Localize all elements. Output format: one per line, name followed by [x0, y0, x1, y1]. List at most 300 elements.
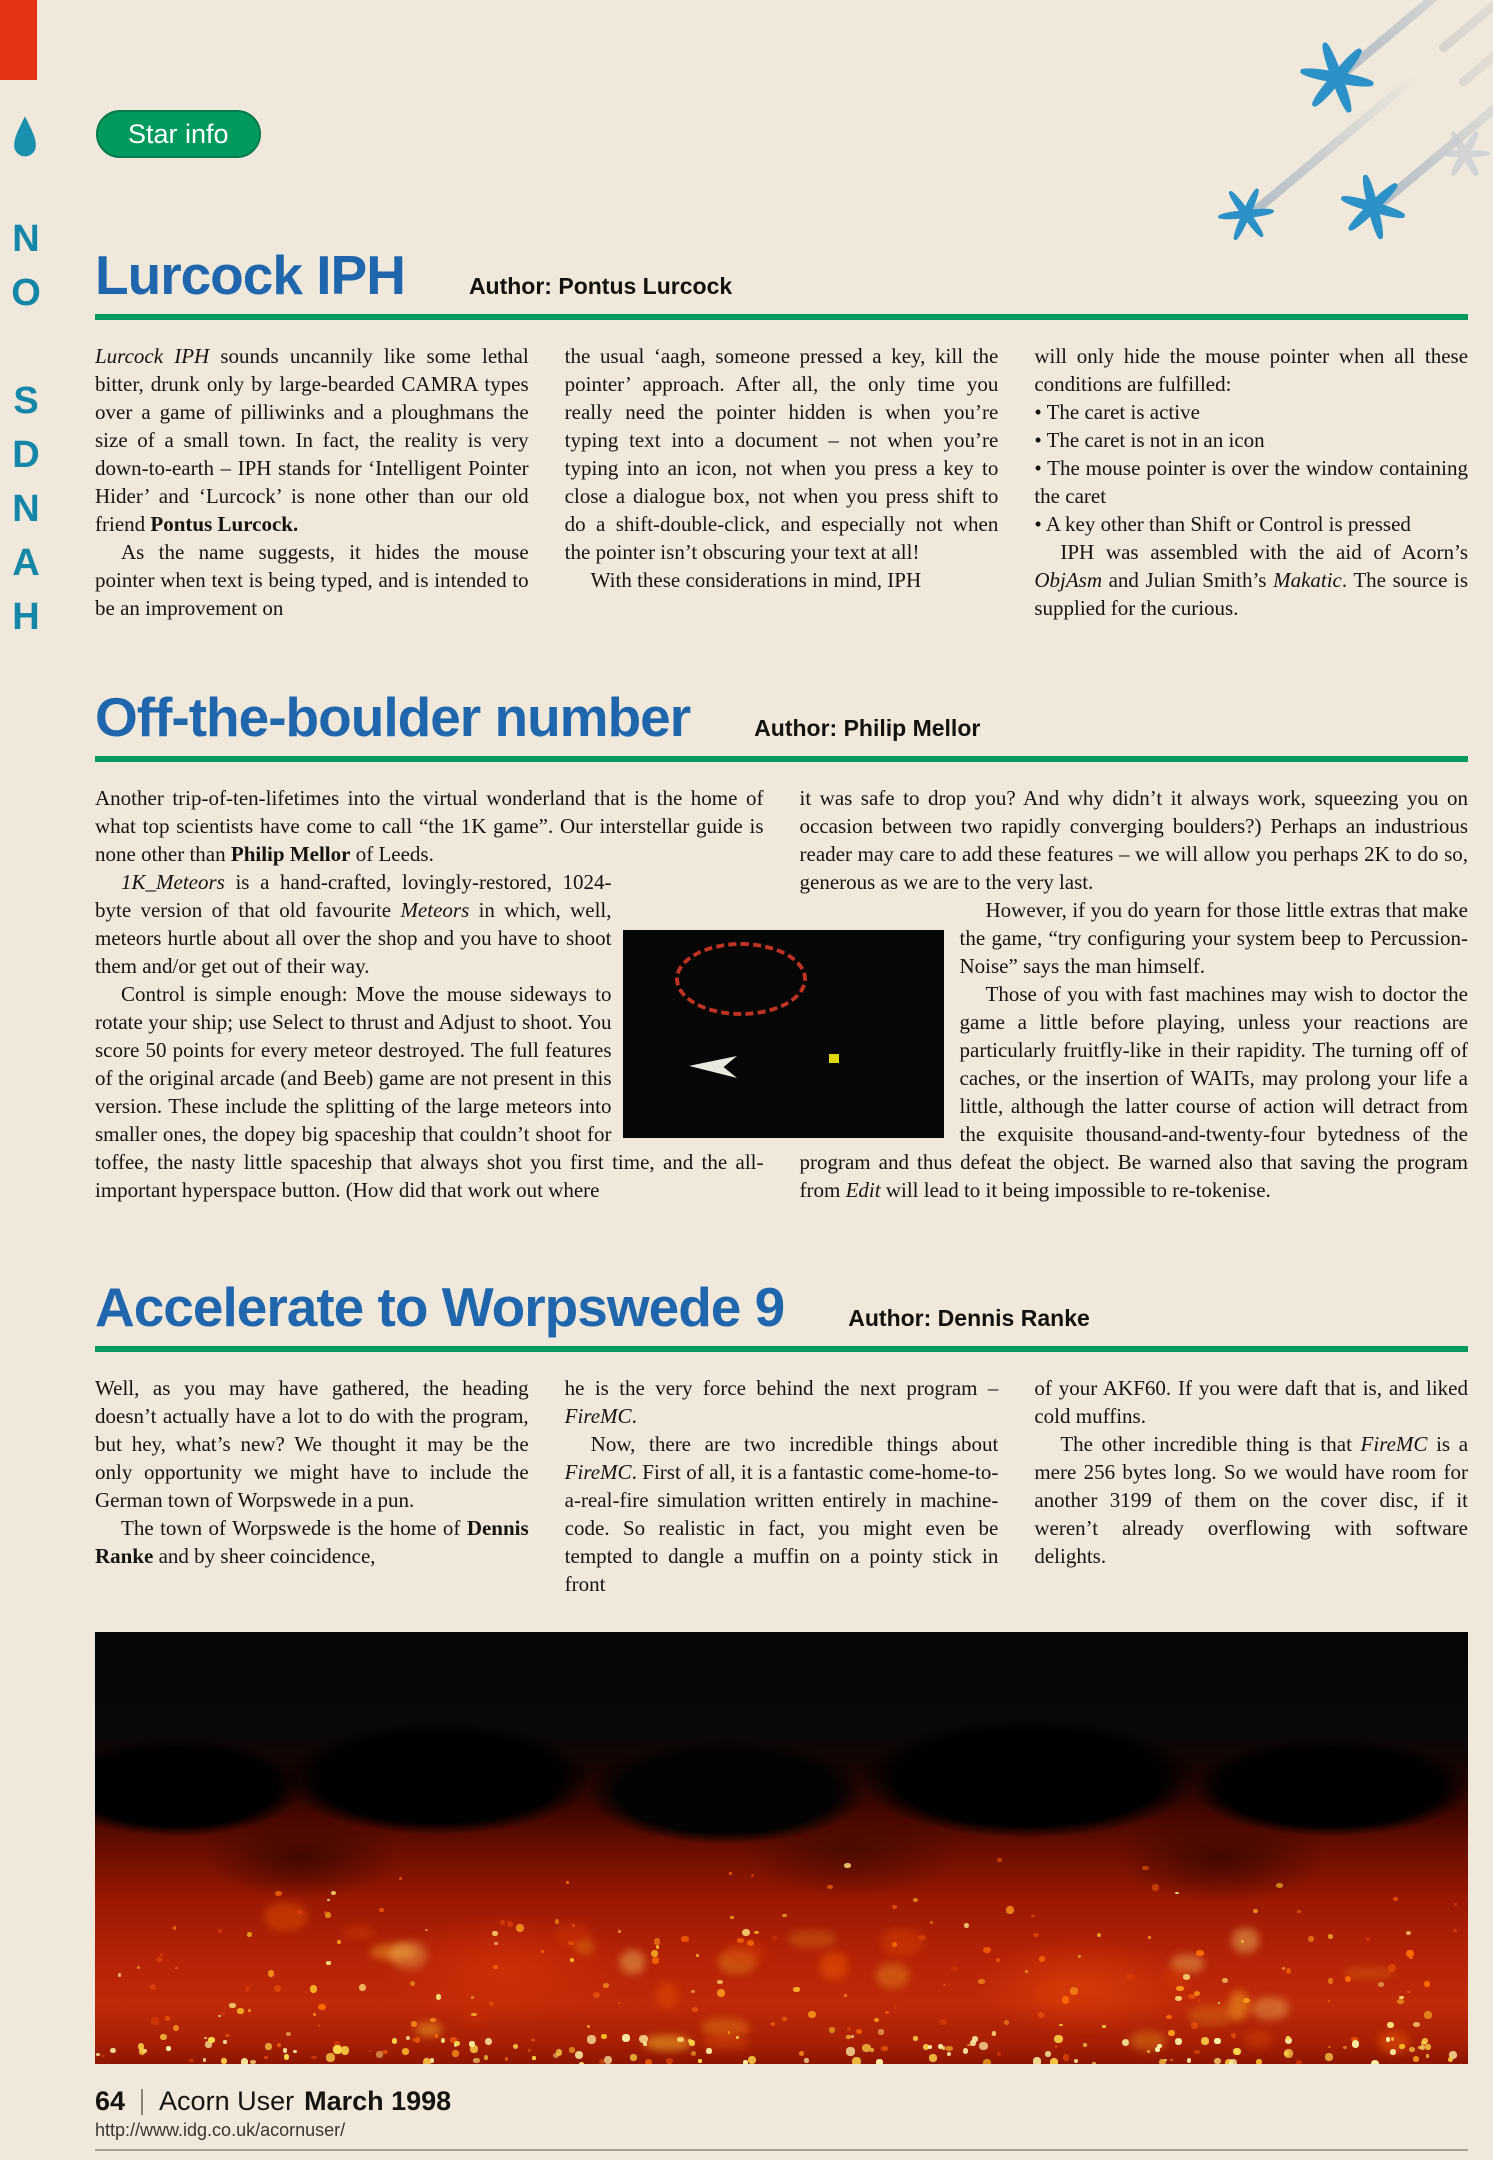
fire-speckle — [930, 1921, 933, 1924]
fire-speckle — [1176, 1986, 1184, 1991]
fire-speckle — [874, 2018, 879, 2023]
text-segment: • The caret is not in an icon — [1034, 428, 1265, 452]
text-segment: IPH was assembled with the aid of Acorn’s — [1060, 540, 1469, 564]
fire-speckle — [1308, 1936, 1314, 1942]
text-segment: With these considerations in mind, IPH — [590, 568, 922, 592]
fire-speckle — [471, 1996, 474, 1999]
article-columns — [95, 1374, 1468, 1598]
fire-speckle — [1407, 1991, 1411, 1994]
fire-speckle — [820, 1952, 849, 1980]
fire-speckle — [1399, 2044, 1404, 2049]
article-off-the-boulder — [95, 688, 1468, 1204]
fire-speckle — [947, 2052, 951, 2056]
fire-speckle — [1397, 1999, 1403, 2005]
fire-speckle — [531, 2039, 535, 2042]
star-icon — [1294, 34, 1380, 120]
fire-speckle — [1233, 2048, 1240, 2055]
fire-speckle — [1166, 2015, 1172, 2019]
text-segment: Lurcock IPH — [95, 344, 210, 368]
player-ship — [689, 1056, 737, 1078]
fire-speckle — [601, 2034, 606, 2039]
paragraph — [565, 342, 999, 566]
game-screenshot — [623, 930, 944, 1138]
fire-speckle — [204, 2037, 207, 2040]
fire-speckle — [245, 1986, 250, 1992]
fire-speckle — [1388, 1964, 1396, 1972]
fire-speckle — [286, 2032, 291, 2036]
fire-speckle — [1045, 2051, 1051, 2057]
text-segment: Another trip-of-ten-lifetimes into the virtual wonderland that is the home of what top scientists have come to call “the 1K game”. Our interstellar guide is none other than — [95, 786, 764, 866]
text-segment: However, if you do yearn for those little extras that make the game, “try configuring your system beep to Percussion-Noise” says the man himself. — [959, 898, 1468, 978]
fire-speckle — [1424, 2011, 1432, 2018]
fire-speckle — [963, 2048, 969, 2054]
article-columns — [95, 784, 1468, 1204]
fire-speckle — [1168, 2030, 1175, 2037]
fire-speckle — [717, 1980, 723, 1984]
fire-speckle — [892, 1942, 897, 1947]
paragraph — [565, 1430, 999, 1598]
fire-speckle — [1387, 2022, 1394, 2029]
fire-speckle — [1025, 1970, 1028, 1973]
fire-speckle — [876, 2059, 882, 2064]
text-segment: . The source is supplied for the curious. — [1034, 568, 1469, 620]
fire-speckle — [484, 2055, 488, 2059]
paragraph — [95, 342, 529, 538]
fire-speckle — [892, 1905, 897, 1909]
paragraph — [1034, 398, 1468, 426]
fire-speckle — [698, 2059, 702, 2063]
heading-row — [95, 246, 1468, 304]
fire-speckle — [1328, 1978, 1333, 1983]
text-segment: Well, as you may have gathered, the heading doesn’t actually have a lot to do with the program, but hey, what’s new? We thought it may be the only opportunity we might have to include the German town of Worpswede in a pun. — [95, 1376, 529, 1512]
fire-speckle — [265, 2043, 272, 2050]
fire-speckle — [151, 2017, 159, 2025]
fire-speckle — [344, 1925, 375, 1938]
article-lurcock-iph — [95, 246, 1468, 622]
fire-speckle — [507, 1921, 513, 1927]
fire-speckle — [743, 2029, 747, 2032]
fire-speckle — [1378, 1982, 1385, 1987]
fire-speckle — [1159, 2059, 1165, 2064]
fire-speckle — [643, 2042, 647, 2046]
fire-speckle — [1343, 2046, 1347, 2049]
fire-speckle — [1425, 2044, 1431, 2050]
fire-speckle — [318, 2004, 326, 2011]
fire-speckle — [402, 2048, 409, 2054]
fire-speckle — [587, 2025, 590, 2028]
fire-speckle — [331, 1891, 336, 1895]
page-footer — [95, 2086, 1468, 2151]
fire-speckle — [516, 1924, 524, 1932]
fire-speckle — [1097, 1933, 1101, 1937]
fire-speckle — [156, 1957, 164, 1962]
fire-speckle — [494, 1942, 498, 1945]
fire-speckle — [293, 2050, 297, 2054]
fire-speckle — [541, 1950, 544, 1952]
fire-speckle — [165, 2016, 170, 2021]
fire-speckle — [1232, 1928, 1259, 1953]
fire-speckle — [569, 2047, 575, 2053]
fire-speckle — [237, 2008, 244, 2014]
paragraph — [95, 784, 764, 868]
fire-speckle — [651, 1950, 659, 1957]
fire-speckle — [311, 2056, 317, 2060]
fire-speckle — [96, 2053, 99, 2056]
fire-speckle — [1406, 1931, 1412, 1935]
fire-speckle — [666, 2058, 674, 2064]
hands-on-icon — [12, 116, 38, 160]
fire-speckle — [782, 2017, 786, 2022]
fire-speckle — [1175, 1892, 1179, 1894]
fire-speckle — [208, 2037, 214, 2043]
fire-speckle — [1126, 1974, 1134, 1980]
fire-speckle — [1122, 2039, 1130, 2047]
fire-speckle — [1152, 1884, 1159, 1891]
fire-speckle — [1284, 2049, 1293, 2058]
star-icon — [1215, 183, 1277, 245]
text-segment: in which, well, meteors hurtle about all over the shop and you have to shoot them and/or get out of their way. — [95, 898, 612, 978]
fire-speckle — [1276, 1883, 1283, 1888]
fire-speckle — [862, 2044, 871, 2053]
fire-speckle — [1142, 1866, 1148, 1871]
fire-speckle — [1063, 2054, 1069, 2060]
fire-speckle — [893, 2005, 897, 2008]
fire-speckle — [277, 2043, 282, 2047]
text-segment: Edit — [845, 1178, 881, 1202]
fire-speckle — [1453, 1929, 1457, 1932]
text-segment: . — [631, 1404, 637, 1428]
fire-speckle — [500, 1920, 505, 1925]
fire-speckle — [1243, 1998, 1251, 2003]
fire-speckle — [856, 2029, 862, 2034]
fire-speckle — [1183, 1974, 1191, 1979]
corner-mark — [0, 0, 37, 80]
fire-speckle — [1187, 2058, 1191, 2062]
fire-speckle — [1296, 2060, 1302, 2064]
fire-speckle — [1252, 1997, 1289, 2020]
fire-speckle — [618, 2002, 621, 2004]
text-column — [565, 1374, 999, 1598]
fire-speckle — [1229, 2059, 1237, 2064]
section-rule — [95, 1346, 1468, 1352]
fire-speckle — [435, 2034, 439, 2038]
footer-url-row — [95, 2120, 1468, 2151]
fire-speckle — [1148, 1936, 1151, 1938]
fire-speckle — [604, 2056, 612, 2064]
fire-speckle — [1033, 1933, 1038, 1937]
paragraph — [95, 1374, 529, 1514]
fire-speckle — [173, 1926, 176, 1929]
fire-speckle — [454, 2044, 458, 2048]
fire-speckle — [983, 2059, 991, 2064]
fire-speckle — [203, 2058, 206, 2061]
fire-speckle — [630, 2054, 637, 2061]
article-author: Author: Philip Mellor — [754, 715, 981, 741]
fire-speckle — [575, 2051, 583, 2059]
fire-speckle — [652, 1957, 659, 1964]
fire-speckle — [297, 1910, 302, 1913]
fire-speckle — [1033, 2057, 1041, 2064]
fire-speckle — [1256, 2059, 1262, 2064]
text-segment: • The caret is active — [1034, 400, 1200, 424]
fire-speckle — [681, 1936, 689, 1942]
fire-speckle — [913, 1898, 918, 1902]
fire-speckle — [268, 1970, 274, 1977]
text-segment: the usual ‘aagh, someone pressed a key, kill the pointer’ approach. After all, the only time you really need the pointer hidden is when you’re typing text into a document – not when you’re typing into an icon, not when you press a key to close a dialogue box, not when you press shift to do a shift-double-click, and especially not when the pointer isn’t obscuring your text at all! — [564, 344, 999, 564]
paragraph — [1034, 510, 1468, 538]
text-segment: of Leeds. — [350, 842, 434, 866]
fire-speckle — [929, 2054, 936, 2061]
text-segment: ObjAsm — [1034, 568, 1103, 592]
section-label: NO SDNAH — [5, 218, 47, 650]
fire-speckle — [369, 2050, 372, 2052]
fire-speckle — [1191, 2022, 1198, 2029]
fire-speckle — [382, 2050, 388, 2054]
fire-speckle — [1345, 1976, 1351, 1982]
fire-speckle — [528, 2049, 531, 2052]
fire-speckle — [1070, 1987, 1078, 1994]
text-column — [95, 1374, 529, 1598]
fire-speckle — [1102, 2025, 1106, 2028]
fire-speckle — [730, 1916, 733, 1919]
fire-speckle — [724, 1941, 767, 1964]
text-segment: and by sheer coincidence, — [153, 1544, 376, 1568]
fire-speckle — [852, 2057, 861, 2064]
fire-speckle — [997, 2052, 1000, 2056]
fire-speckle — [218, 2015, 222, 2018]
fire-speckle — [410, 1981, 415, 1986]
fire-speckle — [1083, 2043, 1087, 2047]
fire-speckle — [313, 2013, 316, 2016]
article-author: Author: Pontus Lurcock — [468, 273, 733, 299]
heading-row — [95, 1278, 1468, 1336]
fire-speckle — [793, 1987, 800, 1992]
fire-speckle — [1039, 1956, 1045, 1961]
fire-speckle — [747, 1940, 754, 1947]
text-segment: is a mere 256 bytes long. So we would have room for another 3199 of them on the cover disc, if it weren’t already overflowing with software delights. — [1034, 1432, 1469, 1568]
fire-speckle — [1390, 2049, 1396, 2055]
fire-speckle — [415, 2037, 420, 2042]
paragraph — [565, 1374, 999, 1430]
paragraph — [1034, 1430, 1468, 1570]
fire-speckle — [379, 1908, 384, 1912]
text-segment: The town of Worpswede is the home of — [121, 1516, 467, 1540]
fire-speckle — [951, 1966, 958, 1972]
fire-speckle — [1196, 1950, 1203, 1956]
fire-speckle — [1214, 2058, 1220, 2064]
fire-speckle — [772, 1936, 777, 1941]
fire-speckle — [1328, 2000, 1331, 2003]
fire-speckle — [808, 2011, 816, 2019]
text-segment: The other incredible thing is that — [1060, 1432, 1361, 1456]
fire-speckle — [587, 2035, 596, 2044]
fire-speckle — [326, 2053, 335, 2062]
fire-speckle — [943, 1984, 946, 1986]
fire-speckle — [1078, 1955, 1081, 1958]
fire-speckle — [1004, 2020, 1010, 2025]
paragraph — [1034, 538, 1468, 622]
fire-speckle — [110, 2048, 116, 2054]
fire-speckle — [1231, 2033, 1236, 2038]
fire-speckle — [173, 2025, 180, 2031]
fire-speckle — [470, 2045, 478, 2053]
fire-speckle — [310, 1985, 317, 1992]
fire-speckle — [555, 1919, 560, 1924]
fire-speckle — [1074, 2059, 1078, 2063]
fire-speckle — [1286, 2036, 1290, 2040]
fire-speckle — [1391, 2037, 1395, 2041]
fire-speckle — [788, 1930, 836, 1948]
page-number: 64 — [95, 2086, 126, 2116]
fire-speckle — [1059, 2024, 1063, 2027]
fire-speckle — [568, 1941, 574, 1945]
fire-speckle — [878, 2029, 883, 2034]
paragraph — [1034, 426, 1468, 454]
fire-speckle — [1194, 2050, 1200, 2053]
fire-speckle — [513, 2044, 519, 2050]
fire-speckle — [337, 1940, 342, 1944]
text-segment: Now, there are two incredible things about — [590, 1432, 999, 1456]
fire-speckle — [570, 1958, 574, 1962]
fire-speckle — [264, 2056, 268, 2059]
heading-row — [95, 688, 1468, 746]
comet-streak-icon — [1437, 0, 1493, 54]
paragraph — [1034, 342, 1468, 398]
fire-speckle — [1130, 2031, 1166, 2051]
fire-speckle — [656, 1945, 659, 1948]
text-segment: 1K_Meteors — [121, 870, 225, 894]
fire-speckle — [493, 1965, 498, 1970]
fire-speckle — [1092, 2062, 1096, 2064]
text-segment: • The mouse pointer is over the window containing the caret — [1034, 456, 1469, 508]
fire-speckle — [485, 2038, 492, 2045]
fire-speckle — [425, 1929, 428, 1931]
fire-speckle — [1038, 2012, 1045, 2018]
fire-speckle — [782, 1914, 786, 1917]
paragraph — [95, 538, 529, 622]
fire-speckle — [844, 1994, 847, 1996]
fire-speckle — [742, 1929, 750, 1936]
fire-speckle — [771, 2022, 775, 2026]
fire-speckle — [392, 2038, 398, 2044]
fire-speckle — [318, 2024, 321, 2026]
fire-speckle — [918, 1935, 926, 1940]
fire-speckle — [218, 1929, 222, 1933]
fire-speckle — [1218, 2002, 1221, 2004]
fire-speckle — [876, 1963, 908, 1988]
text-segment: . First of all, it is a fantastic come-home-to-a-real-fire simulation written entirely in machine-code. So realistic in fact, you might even be tempted to dangle a muffin on a pointy stick in front — [564, 1460, 999, 1596]
fire-speckle — [1409, 2047, 1415, 2053]
fire-speckle — [979, 2042, 987, 2050]
fire-speckle — [221, 2012, 225, 2016]
fire-speckle — [1352, 2040, 1360, 2048]
fire-speckle — [575, 1940, 595, 1954]
fire-speckle — [654, 1938, 660, 1944]
fire-speckle — [118, 1973, 121, 1976]
paragraph — [95, 1514, 529, 1570]
fire-speckle — [656, 1982, 678, 2009]
fire-speckle — [603, 1983, 609, 1988]
fire-speckle — [390, 1941, 427, 1968]
fire-speckle — [1328, 1934, 1333, 1939]
footer-row — [95, 2086, 1468, 2117]
fire-speckle — [691, 2051, 697, 2056]
fire-speckle — [885, 2011, 889, 2014]
fire-speckle — [1366, 1937, 1369, 1941]
fire-speckle — [284, 2054, 289, 2059]
text-segment: Control is simple enough: Move the mouse sideways to rotate your ship; use Select to thrust and Adjust to shoot. You score 50 points for every meteor destroyed. The full features of the original arcade (and Beeb) game are not present in this version. These include the splitting of the large meteors into smaller ones, the dopey big spaceship that couldn’t shoot for toffee, the nasty little spaceship that always shot you first time, and the all-important hyperspace button. (How did that work out where — [95, 982, 764, 1202]
fire-speckle — [940, 2019, 946, 2026]
magazine-name: Acorn User — [159, 2086, 295, 2116]
fire-speckle — [1147, 2050, 1150, 2053]
fire-speckle — [1241, 1940, 1244, 1942]
fire-speckle — [489, 2001, 494, 2006]
fire-speckle — [1424, 1981, 1429, 1987]
text-segment: FireMC — [564, 1404, 632, 1428]
fire-speckle — [992, 2031, 997, 2036]
fire-speckle — [1413, 2056, 1419, 2062]
fire-speckle — [139, 2048, 146, 2055]
fire-speckle — [1188, 1994, 1196, 1999]
fire-image — [95, 1632, 1468, 2064]
fire-speckle — [359, 1984, 366, 1991]
fire-speckle — [341, 2046, 350, 2055]
fire-speckle — [160, 2034, 166, 2040]
fire-speckle — [1031, 1915, 1034, 1917]
star-icon — [1440, 128, 1490, 178]
fire-speckle — [264, 1902, 307, 1930]
fire-speckle — [221, 2058, 227, 2064]
fire-speckle — [622, 2034, 630, 2042]
fire-speckle — [851, 2035, 854, 2038]
fire-speckle — [283, 2048, 288, 2053]
fire-speckle — [1413, 2022, 1421, 2027]
fire-speckle — [620, 1950, 645, 1975]
fire-speckle — [492, 1931, 498, 1936]
text-segment: will lead to it being impossible to re-tokenise. — [880, 1178, 1271, 1202]
fire-speckle — [706, 2048, 712, 2054]
fire-speckle — [566, 1881, 569, 1884]
fire-speckle — [972, 2036, 978, 2042]
fire-speckle — [532, 2056, 535, 2059]
fire-speckle — [827, 1885, 833, 1889]
fire-speckle — [644, 2035, 691, 2051]
fire-speckle — [1006, 1906, 1014, 1914]
fire-speckle — [1175, 2038, 1182, 2045]
fire-speckle — [441, 2038, 446, 2043]
fire-speckle — [645, 2059, 652, 2064]
fire-speckle — [913, 2036, 918, 2041]
fire-speckle — [250, 2060, 256, 2064]
fire-speckle — [748, 2056, 756, 2064]
section-rule — [95, 314, 1468, 320]
fire-speckle — [983, 1947, 990, 1954]
fire-speckle — [241, 2058, 248, 2064]
star-info-badge — [96, 110, 261, 158]
fire-speckle — [1409, 1957, 1412, 1959]
text-segment: As the name suggests, it hides the mouse pointer when text is being typed, and is intended to be an improvement on — [95, 540, 529, 620]
fire-speckle — [1328, 2046, 1331, 2048]
fire-speckle — [1222, 1978, 1228, 1983]
fire-speckle — [229, 2003, 236, 2008]
bullet-dot — [829, 1054, 839, 1063]
section-rule — [95, 756, 1468, 762]
fire-speckle — [556, 2049, 562, 2055]
fire-speckle — [223, 2040, 227, 2044]
fire-speckle — [326, 1961, 331, 1964]
fire-speckle — [247, 1932, 253, 1937]
fire-speckle — [175, 1967, 179, 1969]
